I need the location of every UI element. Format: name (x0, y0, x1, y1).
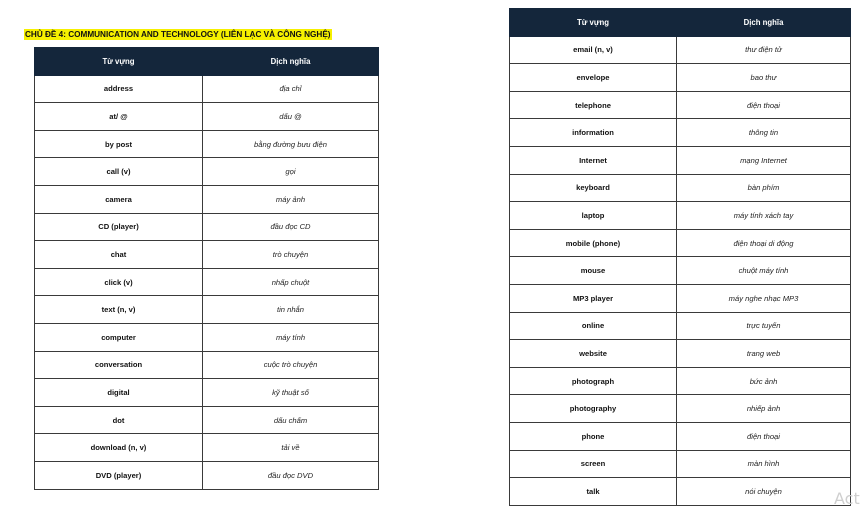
vocabulary-meaning: mạng Internet (677, 146, 851, 174)
vocabulary-term: online (510, 312, 677, 340)
vocabulary-meaning: nhấp chuột (203, 268, 379, 296)
vocabulary-term: MP3 player (510, 284, 677, 312)
column-header-term: Từ vựng (35, 48, 203, 76)
vocabulary-meaning: máy nghe nhạc MP3 (677, 284, 851, 312)
vocabulary-meaning: trang web (677, 340, 851, 368)
vocabulary-term: laptop (510, 202, 677, 230)
vocabulary-term: click (v) (35, 268, 203, 296)
vocabulary-meaning: dấu @ (203, 103, 379, 131)
table-row (510, 146, 851, 174)
vocabulary-term: photograph (510, 367, 677, 395)
table-row (35, 213, 379, 241)
vocabulary-meaning: màn hình (677, 450, 851, 478)
vocabulary-meaning: đầu đọc DVD (203, 461, 379, 489)
vocabulary-meaning: tin nhắn (203, 296, 379, 324)
vocabulary-meaning: địa chỉ (203, 75, 379, 103)
table-row (510, 202, 851, 230)
vocabulary-meaning: dấu chấm (203, 406, 379, 434)
table-row (510, 91, 851, 119)
vocabulary-meaning: thông tin (677, 119, 851, 147)
table-row (35, 323, 379, 351)
vocabulary-term: Internet (510, 146, 677, 174)
table-row (510, 36, 851, 64)
table-row (35, 103, 379, 131)
table-row (35, 185, 379, 213)
vocabulary-term: text (n, v) (35, 296, 203, 324)
vocabulary-meaning: đầu đọc CD (203, 213, 379, 241)
vocabulary-meaning: chuột máy tính (677, 257, 851, 285)
vocabulary-term: call (v) (35, 158, 203, 186)
table-row (510, 367, 851, 395)
vocabulary-meaning: tải về (203, 434, 379, 462)
vocabulary-term: email (n, v) (510, 36, 677, 64)
vocabulary-meaning: nhiếp ảnh (677, 395, 851, 423)
vocabulary-term: digital (35, 379, 203, 407)
vocabulary-term: chat (35, 241, 203, 269)
table-row (35, 268, 379, 296)
vocabulary-table-left (34, 47, 379, 490)
table-row (35, 434, 379, 462)
vocabulary-term: mouse (510, 257, 677, 285)
vocabulary-meaning: máy tính xách tay (677, 202, 851, 230)
table-row (510, 395, 851, 423)
table-row (35, 406, 379, 434)
vocabulary-term: download (n, v) (35, 434, 203, 462)
page-title: CHỦ ĐỀ 4: COMMUNICATION AND TECHNOLOGY (LIÊN LẠC VÀ CÔNG NGHỆ) (25, 30, 331, 39)
table-row (35, 296, 379, 324)
table-row (35, 351, 379, 379)
table-row (510, 422, 851, 450)
table-row (510, 174, 851, 202)
vocabulary-term: phone (510, 422, 677, 450)
vocabulary-term: photography (510, 395, 677, 423)
vocabulary-term: computer (35, 323, 203, 351)
column-header-meaning: Dịch nghĩa (203, 48, 379, 76)
vocabulary-meaning: trò chuyện (203, 241, 379, 269)
vocabulary-term: dot (35, 406, 203, 434)
table-row (35, 379, 379, 407)
table-header-row (35, 48, 379, 76)
vocabulary-term: mobile (phone) (510, 229, 677, 257)
vocabulary-term: talk (510, 478, 677, 506)
vocabulary-term: envelope (510, 64, 677, 92)
vocabulary-term: keyboard (510, 174, 677, 202)
vocabulary-meaning: kỹ thuật số (203, 379, 379, 407)
table-row (510, 478, 851, 506)
vocabulary-term: at/ @ (35, 103, 203, 131)
vocabulary-meaning: máy tính (203, 323, 379, 351)
vocabulary-term: address (35, 75, 203, 103)
vocabulary-term: by post (35, 130, 203, 158)
vocabulary-term: conversation (35, 351, 203, 379)
vocabulary-term: screen (510, 450, 677, 478)
table-row (510, 119, 851, 147)
vocabulary-meaning: bằng đường bưu điện (203, 130, 379, 158)
table-row (510, 64, 851, 92)
vocabulary-meaning: cuộc trò chuyện (203, 351, 379, 379)
column-header-term: Từ vựng (510, 9, 677, 37)
vocabulary-meaning: gọi (203, 158, 379, 186)
activate-watermark: Act (834, 489, 860, 508)
vocabulary-term: CD (player) (35, 213, 203, 241)
table-header-row (510, 9, 851, 37)
vocabulary-meaning: máy ảnh (203, 185, 379, 213)
table-row (510, 229, 851, 257)
vocabulary-meaning: bao thư (677, 64, 851, 92)
table-row (510, 312, 851, 340)
table-row (35, 241, 379, 269)
column-header-meaning: Dịch nghĩa (677, 9, 851, 37)
table-row (35, 75, 379, 103)
table-row (510, 450, 851, 478)
vocabulary-table-right (509, 8, 851, 506)
vocabulary-meaning: thư điện tử (677, 36, 851, 64)
vocabulary-meaning: trực tuyến (677, 312, 851, 340)
vocabulary-meaning: điện thoại (677, 91, 851, 119)
vocabulary-term: telephone (510, 91, 677, 119)
vocabulary-meaning: bàn phím (677, 174, 851, 202)
table-row (510, 284, 851, 312)
table-row (510, 340, 851, 368)
table-row (510, 257, 851, 285)
vocabulary-meaning: điện thoại (677, 422, 851, 450)
vocabulary-meaning: bức ảnh (677, 367, 851, 395)
vocabulary-term: camera (35, 185, 203, 213)
vocabulary-meaning: nói chuyện (677, 478, 851, 506)
vocabulary-term: website (510, 340, 677, 368)
table-row (35, 158, 379, 186)
table-row (35, 130, 379, 158)
vocabulary-term: DVD (player) (35, 461, 203, 489)
table-row (35, 461, 379, 489)
vocabulary-meaning: điện thoại di động (677, 229, 851, 257)
vocabulary-term: information (510, 119, 677, 147)
